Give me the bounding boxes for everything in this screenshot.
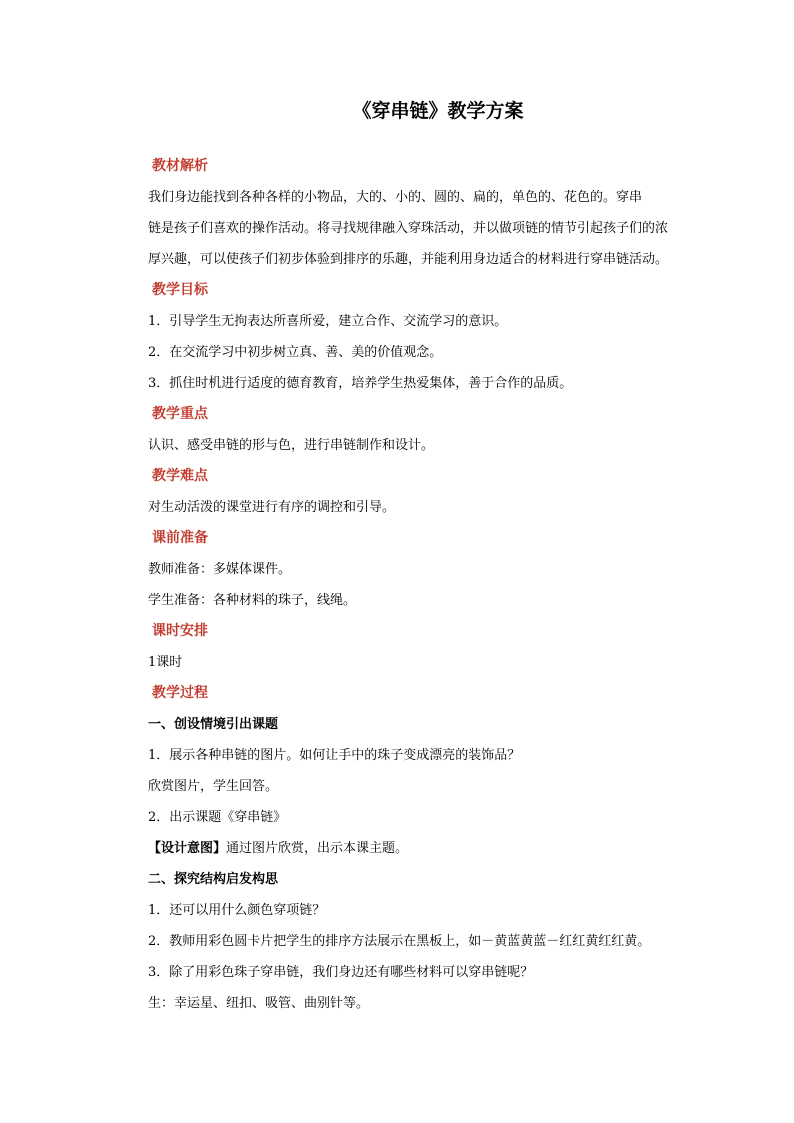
section-heading-schedule: 课时安排	[152, 623, 208, 639]
analysis-line-3: 厚兴趣，可以使孩子们初步体验到排序的乐趣，并能利用身边适合的材料进行穿串链活动。	[148, 252, 669, 267]
process-part-2-item-2: 2．教师用彩色圆卡片把学生的排序方法展示在黑板上，如－黄蓝黄蓝－红红黄红红黄。	[148, 934, 651, 949]
goal-item-1: 1．引导学生无拘表达所喜所爱，建立合作、交流学习的意识。	[148, 314, 508, 329]
process-part-1-item-3: 2．出示课题《穿串链》	[148, 810, 287, 825]
analysis-line-1: 我们身边能找到各种各样的小物品，大的、小的、圆的、扁的，单色的、花色的。穿串	[148, 190, 643, 205]
schedule-text: 1课时	[148, 655, 183, 670]
section-heading-preparation: 课前准备	[152, 530, 208, 546]
design-intent-text: 通过图片欣赏，出示本课主题。	[226, 841, 409, 856]
difficulties-text: 对生动活泼的课堂进行有序的调控和引导。	[148, 500, 396, 515]
section-heading-keypoints: 教学重点	[152, 406, 208, 422]
design-intent	[148, 833, 688, 864]
teacher-preparation: 教师准备：多媒体课件。	[148, 562, 292, 577]
design-intent-label: 【设计意图】	[148, 841, 227, 856]
section-heading-process: 教学过程	[152, 685, 208, 701]
process-part-1-item-2: 欣赏图片，学生回答。	[148, 779, 279, 794]
section-heading-analysis: 教材解析	[152, 158, 208, 174]
process-part-2-item-3: 3．除了用彩色珠子穿串链，我们身边还有哪些材料可以穿串链呢？	[148, 965, 534, 980]
keypoints-text: 认识、感受串链的形与色，进行串链制作和设计。	[148, 438, 435, 453]
process-part-2-title: 二、探究结构启发构思	[148, 872, 279, 887]
process-part-2-item-4: 生：幸运星、纽扣、吸管、曲别针等。	[148, 996, 370, 1011]
process-part-1-item-1: 1．展示各种串链的图片。如何让手中的珠子变成漂亮的装饰品？	[148, 748, 521, 763]
document-page	[148, 96, 688, 1019]
goal-item-2: 2．在交流学习中初步树立真、善、美的价值观念。	[148, 345, 443, 360]
student-preparation: 学生准备：各种材料的珠子，线绳。	[148, 593, 357, 608]
document-title: 《穿串链》教学方案	[352, 100, 524, 122]
analysis-line-2: 链是孩子们喜欢的操作活动。将寻找规律融入穿珠活动，并以做项链的情节引起孩子们的浓	[148, 221, 669, 236]
process-part-2-item-1: 1．还可以用什么颜色穿项链？	[148, 903, 326, 918]
section-heading-goals: 教学目标	[152, 282, 208, 298]
section-heading-difficulties: 教学难点	[152, 468, 208, 484]
goal-item-3: 3．抓住时机进行适度的德育教育，培养学生热爱集体，善于合作的品质。	[148, 376, 573, 391]
process-part-1-title: 一、创设情境引出课题	[148, 717, 279, 732]
